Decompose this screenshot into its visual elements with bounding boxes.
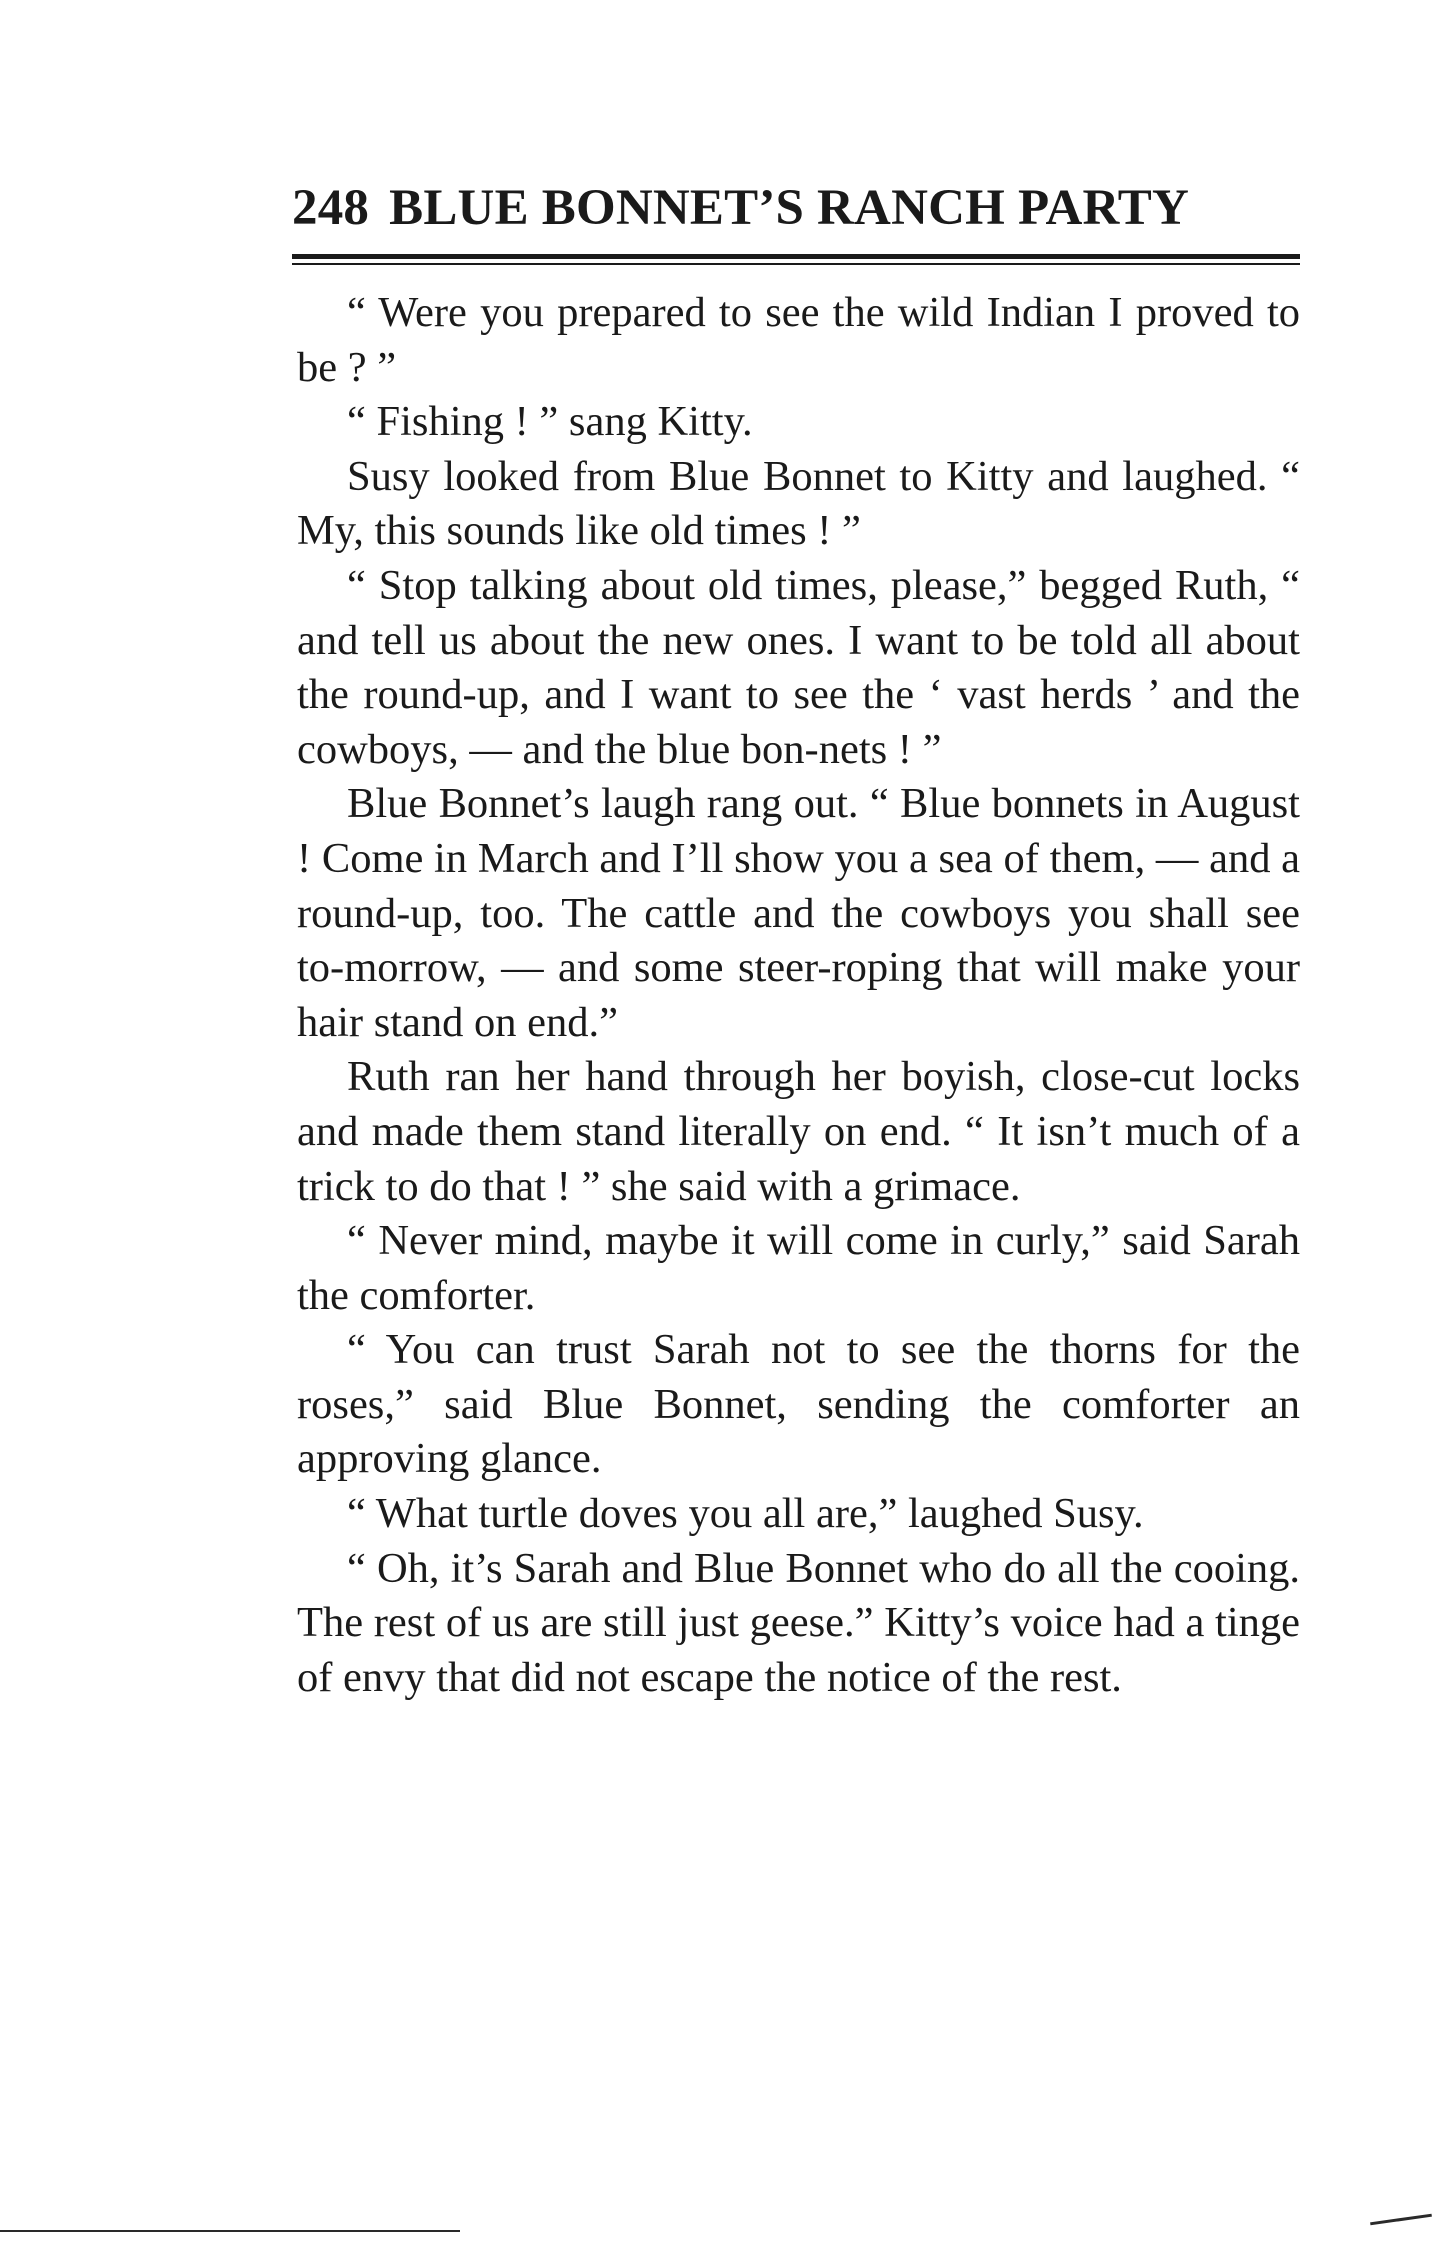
body-text: [297, 286, 1300, 1705]
paragraph: “ Stop talking about old times, please,” begged Ruth, “ and tell us about the new ones. I want to be told all about the round-up, and I want to see the ‘ vast herds ’ and the cowboys, — and the blue bon-nets ! ”: [297, 561, 1300, 773]
scan-corner-mark: [1370, 2214, 1432, 2226]
header-rule-thick: [292, 254, 1300, 259]
paragraph: Ruth ran her hand through her boyish, close-cut locks and made them stand literally on end. “ It isn’t much of a trick to do that ! ” she said with a grimace.: [297, 1053, 1300, 1210]
paragraph: “ You can trust Sarah not to see the thorns for the roses,” said Blue Bonnet, sending the comforter an approving glance.: [297, 1326, 1300, 1483]
paragraph: Susy looked from Blue Bonnet to Kitty and laughed. “ My, this sounds like old times ! ”: [297, 452, 1300, 555]
running-title: BLUE BONNET’S RANCH PARTY: [389, 180, 1190, 236]
paragraph: “ What turtle doves you all are,” laughed Susy.: [347, 1490, 1144, 1538]
paragraph: “ Never mind, maybe it will come in curly,” said Sarah the comforter.: [297, 1217, 1300, 1319]
paragraph: Blue Bonnet’s laugh rang out. “ Blue bonnets in August ! Come in March and I’ll show you a sea of them, — and a round-up, too. The cattle and the cowboys you shall see to-morrow, — and some steer-roping that will make your hair stand on end.”: [297, 780, 1300, 1046]
running-head: [292, 178, 1300, 238]
scan-edge-line: [0, 2230, 460, 2232]
paragraph: “ Were you prepared to see the wild Indian I proved to be ? ”: [297, 289, 1300, 391]
page-number: 248: [292, 180, 370, 236]
paragraph: “ Oh, it’s Sarah and Blue Bonnet who do all the cooing. The rest of us are still just geese.” Kitty’s voice had a tinge of envy that did not escape the notice of the rest.: [297, 1544, 1300, 1701]
header-rule-thin: [292, 263, 1300, 265]
paragraph: “ Fishing ! ” sang Kitty.: [347, 398, 753, 446]
